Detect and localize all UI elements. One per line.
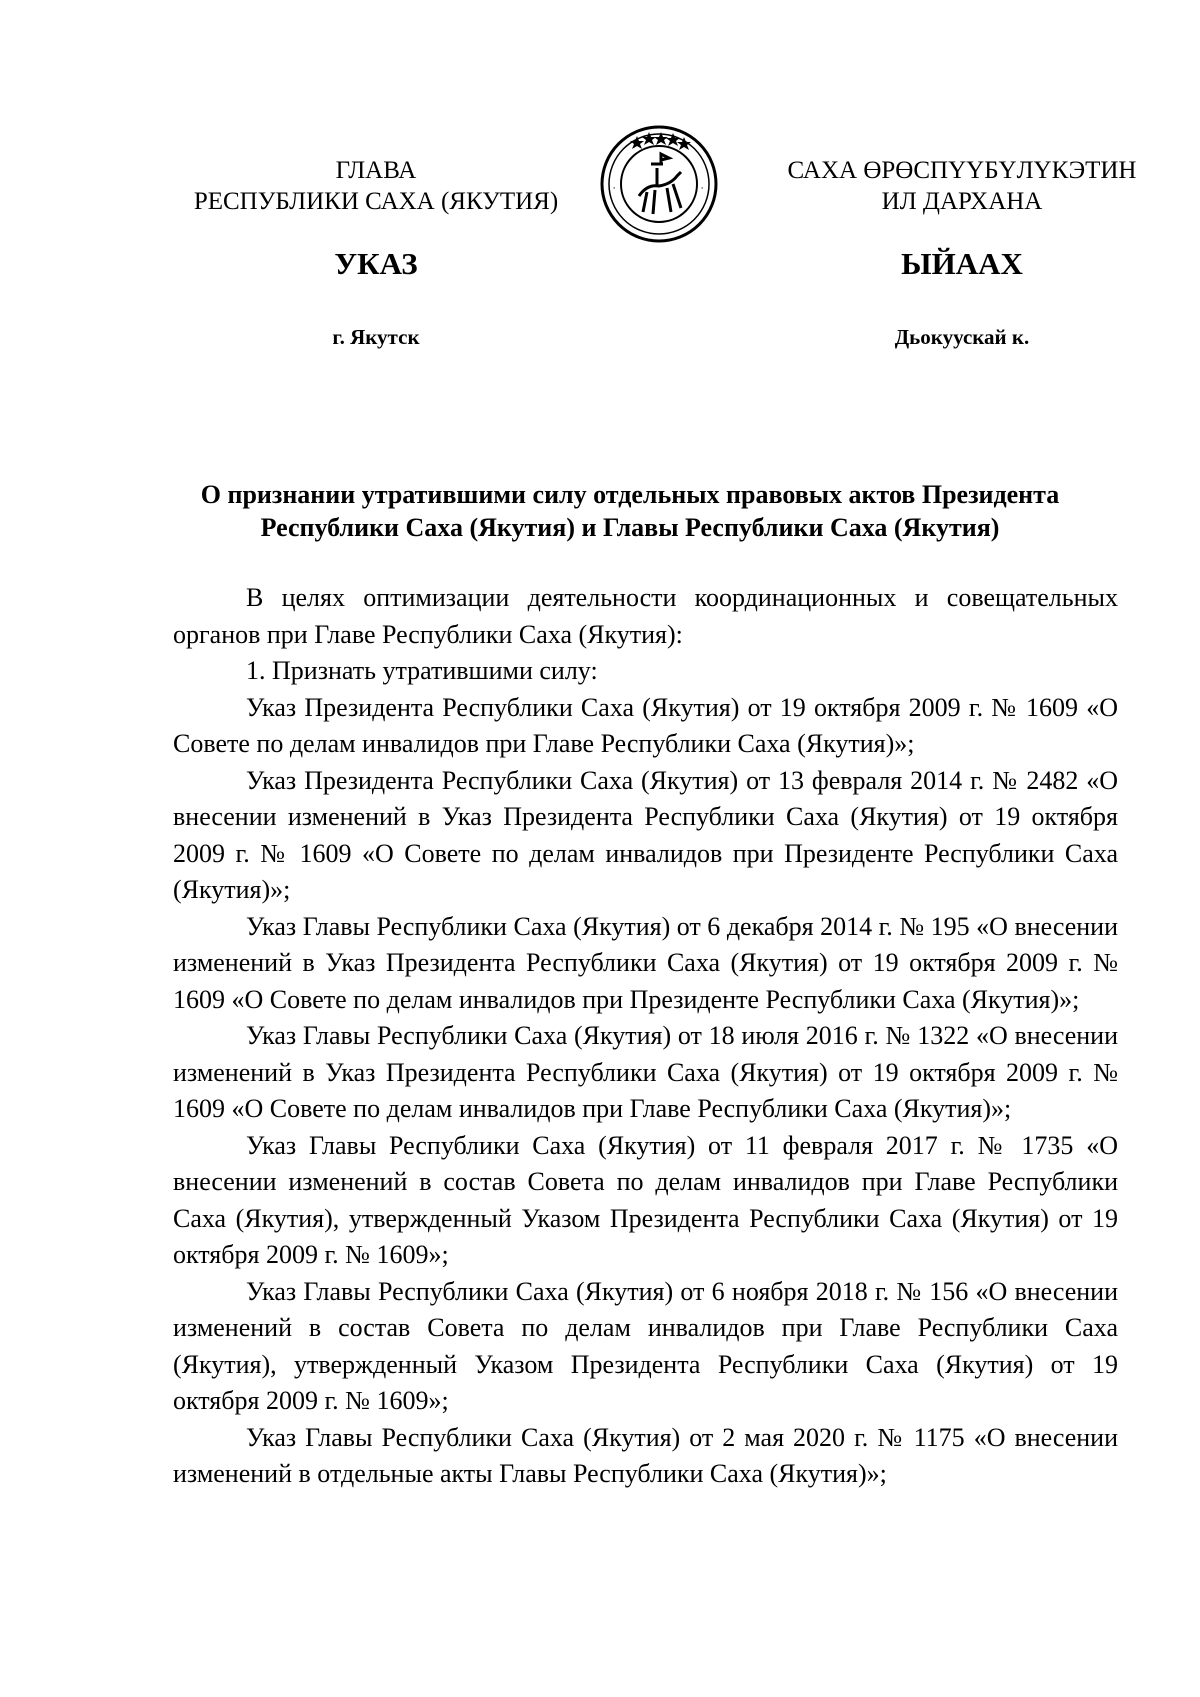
issuer-sah [762,155,1162,217]
doc-type-ru: УКАЗ [334,246,418,281]
issuer-ru-line1: ГЛАВА [335,157,417,184]
city-sah: Дьокуускай к. [894,325,1030,349]
paragraph-act-7: Указ Главы Республики Саха (Якутия) от 2 мая 2020 г. № 1175 «О внесении изменений в отдельные акты Главы Республики Саха (Якутия)»; [173,1422,1118,1488]
paragraph-preamble: В целях оптимизации деятельности координационных и совещательных органов при Главе Республики Саха (Якутия): [173,583,1118,649]
svg-text:·: · [613,185,616,192]
issuer-sah-line2: ИЛ ДАРХАНА [881,188,1043,215]
issuer-ru-line2: РЕСПУБЛИКИ САХА (ЯКУТИЯ) [193,188,559,215]
paragraph-act-6: Указ Главы Республики Саха (Якутия) от 6 ноября 2018 г. № 156 «О внесении изменений в состав Совета по делам инвалидов при Главе Республики Саха (Якутия), утвержденный Указом Президента Республики Саха (Якутия) от 19 октября 2009 г. № 1609»; [173,1276,1118,1415]
paragraph-act-3: Указ Главы Республики Саха (Якутия) от 6 декабря 2014 г. № 195 «О внесении изменений в Указ Президента Республики Саха (Якутия) от 19 октября 2009 г. № 1609 «О Совете по делам инвалидов при Президенте Республики Саха (Якутия)»; [173,911,1118,1014]
svg-text:·: · [701,185,704,192]
title-line-2: Республики Саха (Якутия) и Главы Республики Саха (Якутия) [260,513,1000,542]
issuer-sah-line1: САХА ӨРӨСПҮҮБҮЛҮКЭТИН [787,157,1137,184]
title-line-1: О признании утратившими силу отдельных правовых актов Президента [200,480,1060,509]
doc-type-sah: ЫЙААХ [901,246,1023,281]
city-ru: г. Якутск [332,325,420,349]
paragraph-act-4: Указ Главы Республики Саха (Якутия) от 18 июля 2016 г. № 1322 «О внесении изменений в Указ Президента Республики Саха (Якутия) от 19 октября 2009 г. № 1609 «О Совете по делам инвалидов при Главе Республики Саха (Якутия)»; [173,1021,1118,1123]
paragraph-act-5: Указ Главы Республики Саха (Якутия) от 11 февраля 2017 г. № 1735 «О внесении изменений в состав Совета по делам инвалидов при Главе Республики Саха (Якутия), утвержденный Указом Президента Республики Саха (Якутия) от 19 октября 2009 г. № 1609»; [173,1130,1118,1269]
emblem-icon [599,124,719,244]
document-title [140,478,1120,544]
paragraph-act-2: Указ Президента Республики Саха (Якутия) от 13 февраля 2014 г. № 2482 «О внесении изменений в Указ Президента Республики Саха (Якутия) от 19 октября 2009 г. № 1609 «О Совете по делам инвалидов при Президенте Республики Саха (Якутия)»; [173,765,1118,904]
paragraph-act-1: Указ Президента Республики Саха (Якутия) от 19 октября 2009 г. № 1609 «О Совете по делам инвалидов при Главе Республики Саха (Якутия)»; [173,692,1118,758]
document-body [173,580,1118,1493]
paragraph-item-1: 1. Признать утратившими силу: [246,656,598,685]
issuer-ru [166,155,586,217]
